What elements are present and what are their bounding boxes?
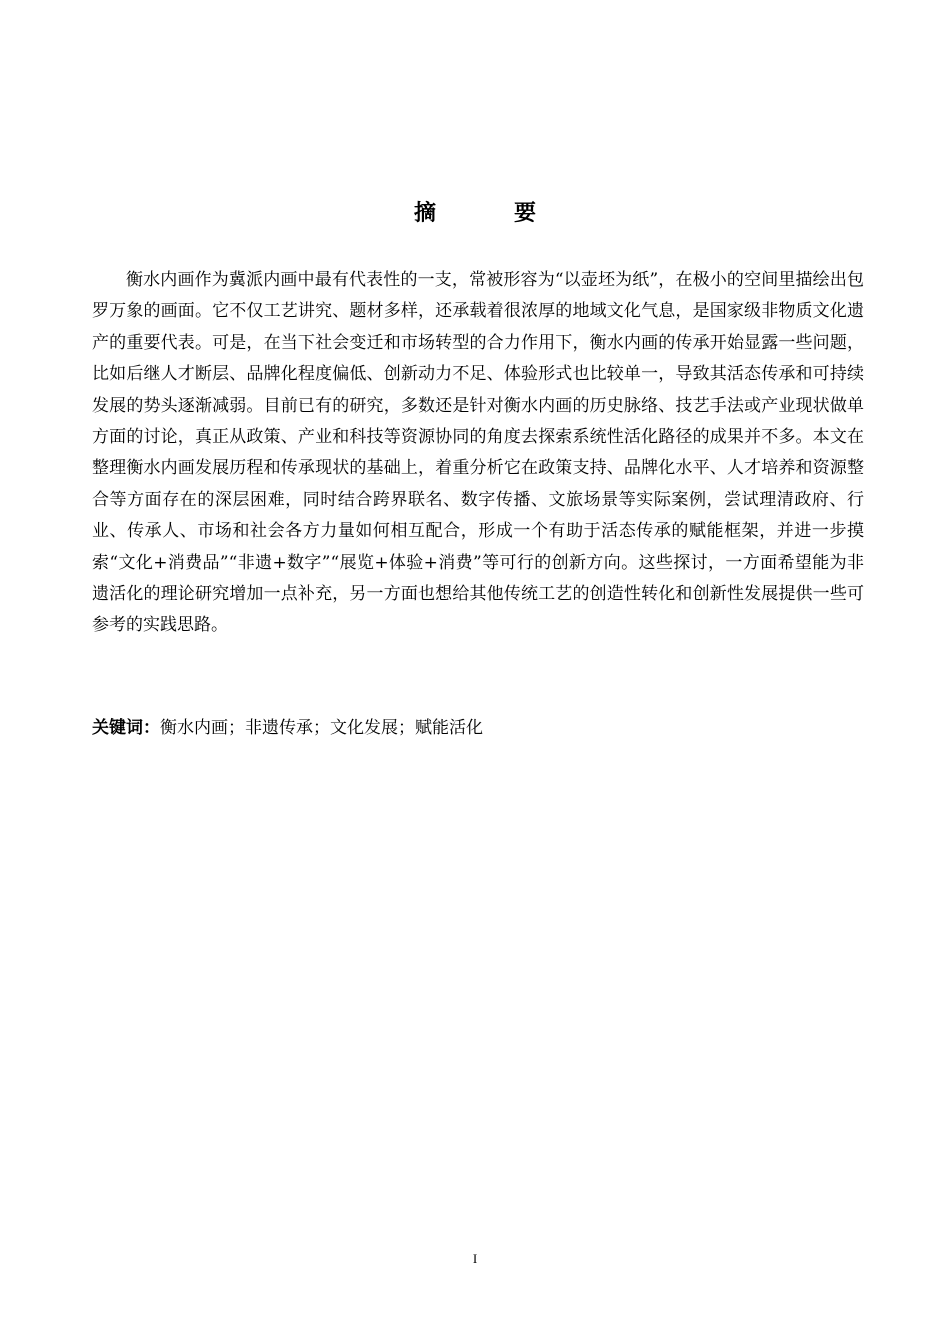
abstract-title: 摘 要 [413, 201, 572, 226]
keywords-label: 关键词： [92, 718, 160, 738]
page-number: I [472, 1251, 478, 1266]
abstract-body: 衡水内画作为冀派内画中最有代表性的一支，常被形容为“以壶坯为纸”，在极小的空间里描绘出包罗万象的画面。它不仅工艺讲究、题材多样，还承载着很浓厚的地域文化气息，是国家级非物质文化遗产的重要代表。可是，在当下社会变迁和市场转型的合力作用下，衡水内画的传承开始显露一些问题，比如后继人才断层、品牌化程度偏低、创新动力不足、体验形式也比较单一，导致其活态传承和可持续发展的势头逐渐减弱。目前已有的研究，多数还是针对衡水内画的历史脉络、技艺手法或产业现状做单方面的讨论，真正从政策、产业和科技等资源协同的角度去探索系统性活化路径的成果并不多。本文在整理衡水内画发展历程和传承现状的基础上，着重分析它在政策支持、品牌化水平、人才培养和资源整合等方面存在的深层困难，同时结合跨界联名、数字传播、文旅场景等实际案例，尝试理清政府、行业、传承人、市场和社会各方力量如何相互配合，形成一个有助于活态传承的赋能框架，并进一步摸索“文化+消费品”“非遗+数字”“展览+体验+消费”等可行的创新方向。这些探讨，一方面希望能为非遗活化的理论研究增加一点补充，另一方面也想给其他传统工艺的创造性转化和创新性发展提供一些可参考的实践思路。 [92, 270, 864, 636]
keywords-text: 衡水内画；非遗传承；文化发展；赋能活化 [160, 718, 483, 738]
keywords-line [92, 713, 864, 743]
